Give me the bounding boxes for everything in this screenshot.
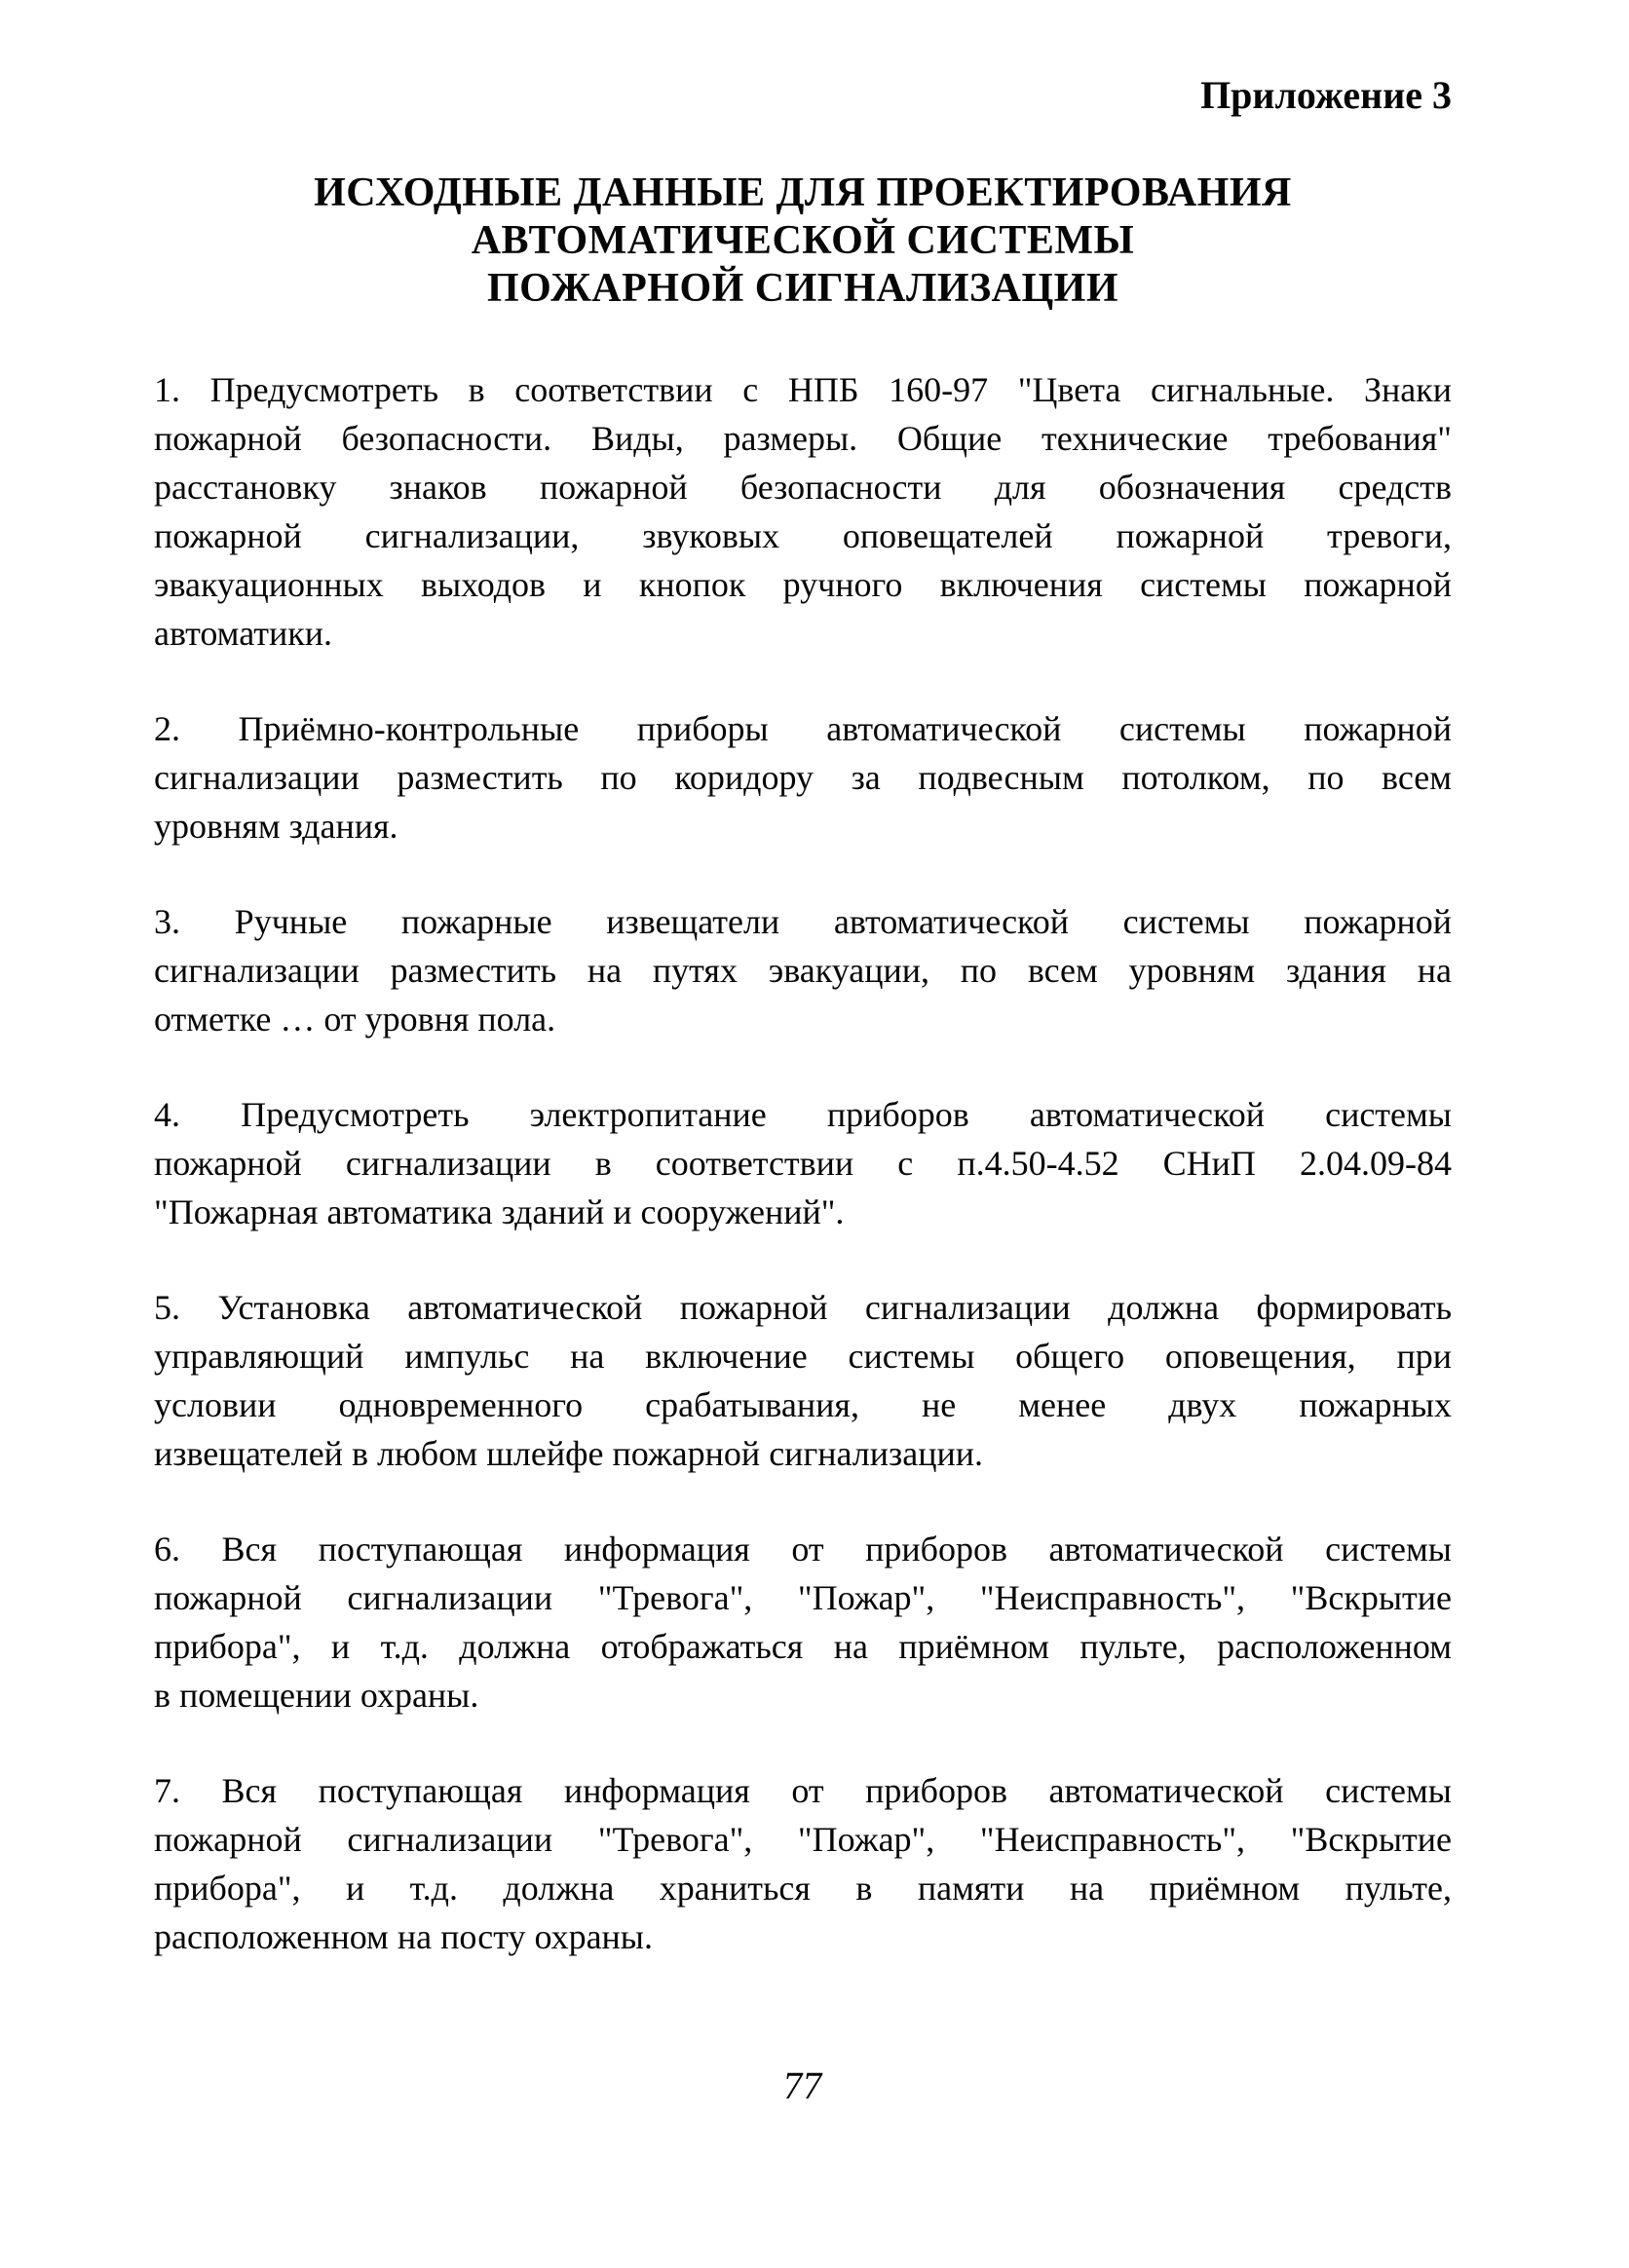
paragraph-5-line: 5. Установка автоматической пожарной сигнализации должна формировать xyxy=(154,1288,1452,1327)
paragraph-2-line: уровням здания. xyxy=(154,807,398,846)
paragraph-1-line: 1. Предусмотреть в соответствии с НПБ 160-97 "Цвета сигнальные. Знаки xyxy=(154,370,1452,409)
document-title xyxy=(154,170,1452,313)
page-number: 77 xyxy=(780,2063,825,2107)
paragraph-7-line: расположенном на посту охраны. xyxy=(154,1917,653,1956)
appendix-label: Приложение 3 xyxy=(1200,73,1452,117)
paragraph-4-line: 4. Предусмотреть электропитание приборов автоматической системы xyxy=(154,1095,1452,1134)
paragraph-3-line: сигнализации разместить на путях эвакуации, по всем уровням здания на xyxy=(154,951,1452,990)
paragraph-6-line: в помещении охраны. xyxy=(154,1676,479,1715)
title-line-2: АВТОМАТИЧЕСКОЙ СИСТЕМЫ xyxy=(471,218,1135,263)
paragraph-1-line: эвакуационных выходов и кнопок ручного включения системы пожарной xyxy=(154,565,1452,604)
paragraph-3 xyxy=(154,897,1452,1043)
paragraph-7-line: 7. Вся поступающая информация от приборов автоматической системы xyxy=(154,1771,1452,1810)
paragraph-4 xyxy=(154,1090,1452,1236)
paragraph-1-line: пожарной безопасности. Виды, размеры. Общие технические требования" xyxy=(154,419,1452,458)
title-line-3: ПОЖАРНОЙ СИГНАЛИЗАЦИИ xyxy=(486,266,1118,311)
paragraph-6-line: 6. Вся поступающая информация от приборов автоматической системы xyxy=(154,1530,1452,1569)
paragraph-7-line: прибора", и т.д. должна храниться в памяти на приёмном пульте, xyxy=(154,1869,1452,1908)
paragraph-2-line: 2. Приёмно-контрольные приборы автоматической системы пожарной xyxy=(154,709,1452,748)
document-body xyxy=(154,365,1452,1961)
paragraph-3-line: отметке … от уровня пола. xyxy=(154,1000,556,1039)
paragraph-1-line: расстановку знаков пожарной безопасности для обозначения средств xyxy=(154,468,1452,507)
paragraph-7 xyxy=(154,1766,1452,1961)
paragraph-1 xyxy=(154,365,1452,658)
paragraph-2 xyxy=(154,704,1452,850)
paragraph-2-line: сигнализации разместить по коридору за подвесным потолком, по всем xyxy=(154,758,1452,797)
paragraph-7-line: пожарной сигнализации "Тревога", "Пожар", "Неисправность", "Вскрытие xyxy=(154,1820,1452,1859)
paragraph-6 xyxy=(154,1525,1452,1720)
paragraph-6-line: пожарной сигнализации "Тревога", "Пожар", "Неисправность", "Вскрытие xyxy=(154,1578,1452,1617)
paragraph-5-line: условии одновременного срабатывания, не менее двух пожарных xyxy=(154,1385,1452,1424)
title-line-1: ИСХОДНЫЕ ДАННЫЕ ДЛЯ ПРОЕКТИРОВАНИЯ xyxy=(314,170,1292,215)
paragraph-1-line: автоматики. xyxy=(154,614,332,653)
paragraph-4-line: "Пожарная автоматика зданий и сооружений". xyxy=(154,1192,845,1231)
paragraph-5-line: управляющий импульс на включение системы общего оповещения, при xyxy=(154,1337,1452,1376)
paragraph-6-line: прибора", и т.д. должна отображаться на приёмном пульте, расположенном xyxy=(154,1627,1452,1666)
paragraph-5-line: извещателей в любом шлейфе пожарной сигнализации. xyxy=(154,1434,983,1473)
paragraph-3-line: 3. Ручные пожарные извещатели автоматической системы пожарной xyxy=(154,902,1452,941)
paragraph-4-line: пожарной сигнализации в соответствии с п.4.50-4.52 СНиП 2.04.09-84 xyxy=(154,1144,1452,1183)
paragraph-1-line: пожарной сигнализации, звуковых оповещателей пожарной тревоги, xyxy=(154,516,1452,555)
paragraph-5 xyxy=(154,1283,1452,1478)
